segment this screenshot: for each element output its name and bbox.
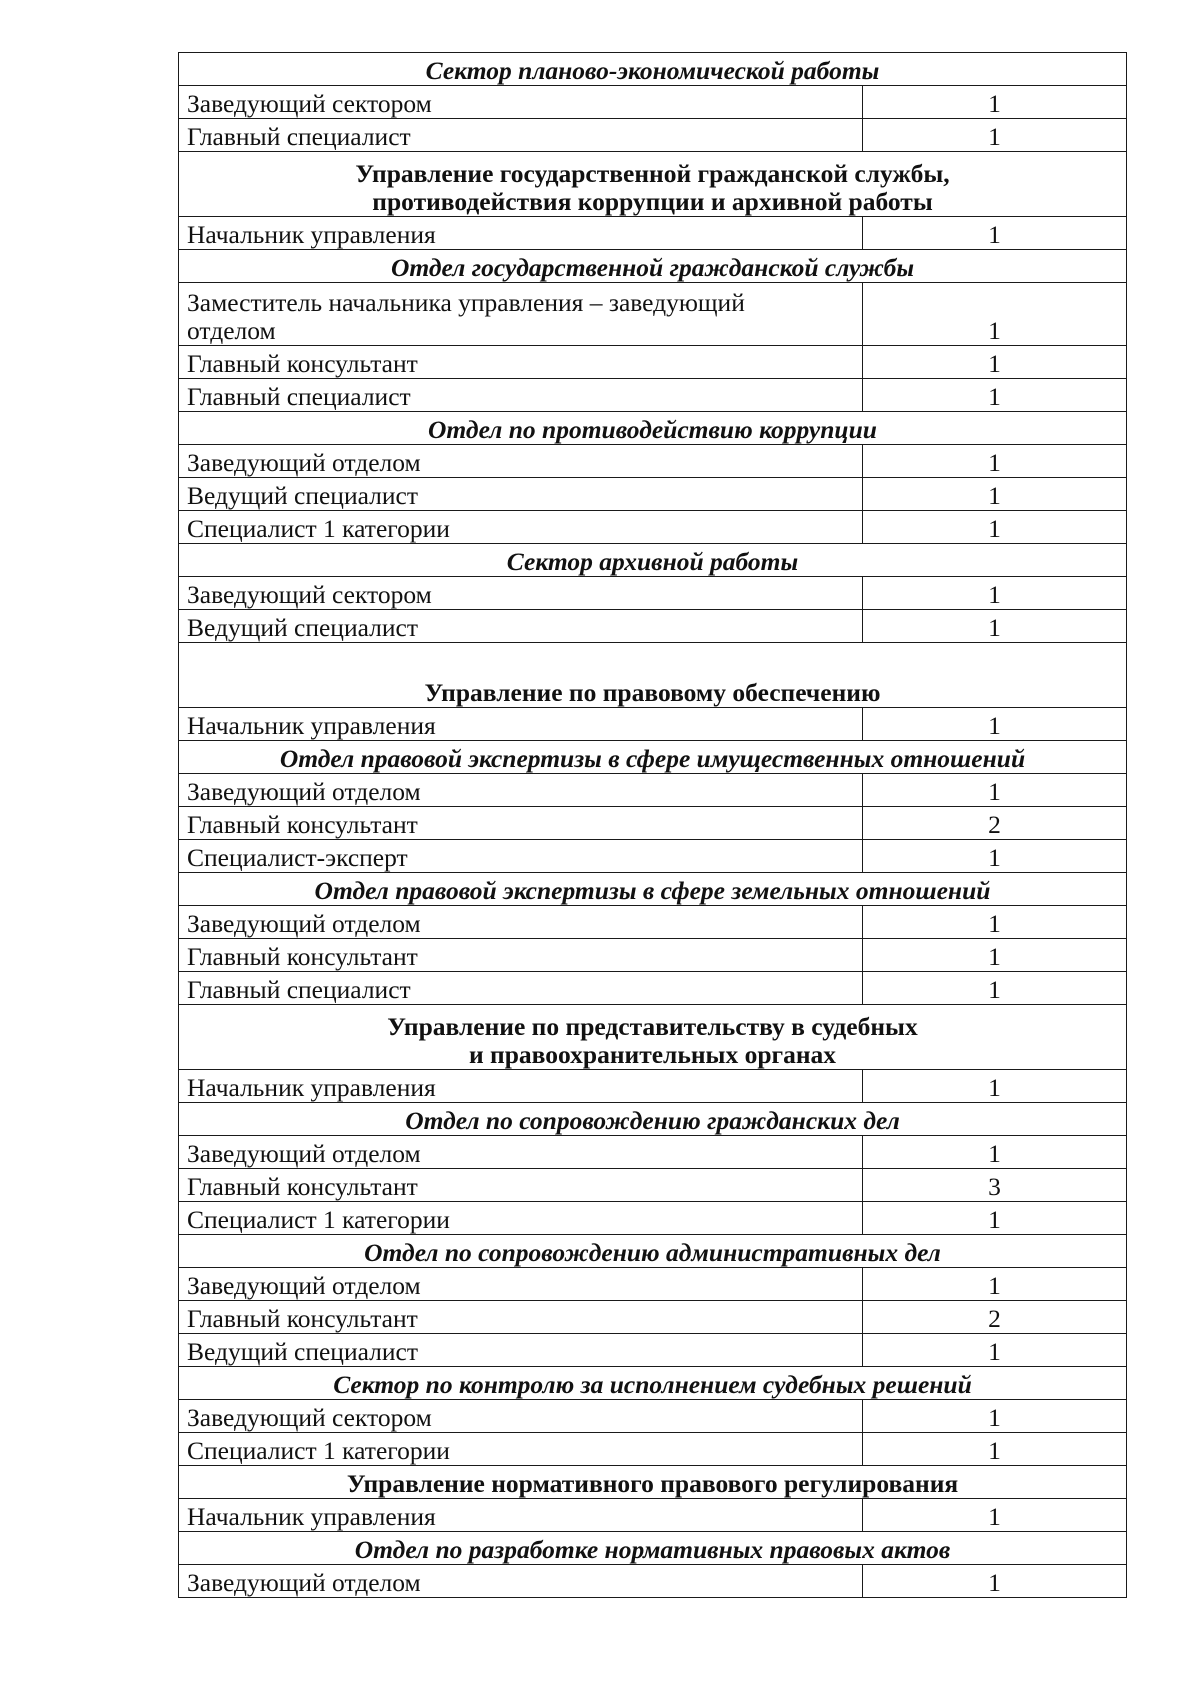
- staff-count: 1: [863, 708, 1127, 741]
- staff-count: 1: [863, 774, 1127, 807]
- staff-count: 2: [863, 1301, 1127, 1334]
- table-row: [179, 478, 1127, 511]
- position-name: Начальник управления: [179, 217, 863, 250]
- staff-count: 1: [863, 840, 1127, 873]
- position-name: [179, 283, 863, 346]
- table-row: [179, 1334, 1127, 1367]
- position-name: Заведующий отделом: [179, 445, 863, 478]
- table-row: [179, 1005, 1127, 1070]
- department-title: [179, 152, 1127, 217]
- position-name: Начальник управления: [179, 708, 863, 741]
- table-row: [179, 1136, 1127, 1169]
- table-row: [179, 1433, 1127, 1466]
- table-row: [179, 1169, 1127, 1202]
- table-row: [179, 283, 1127, 346]
- subdivision-title: Отдел правовой экспертизы в сфере земельных отношений: [179, 873, 1127, 906]
- subdivision-title: Отдел по сопровождению административных дел: [179, 1235, 1127, 1268]
- position-name: Ведущий специалист: [179, 610, 863, 643]
- table-row: [179, 1070, 1127, 1103]
- table-row: [179, 1466, 1127, 1499]
- staff-count: 1: [863, 1202, 1127, 1235]
- department-title-line: Управление государственной гражданской службы,: [355, 159, 950, 188]
- department-title: [179, 1466, 1127, 1499]
- table-row: [179, 250, 1127, 283]
- department-title: [179, 1005, 1127, 1070]
- staff-count: 1: [863, 972, 1127, 1005]
- table-row: [179, 1499, 1127, 1532]
- position-name: Главный консультант: [179, 807, 863, 840]
- position-name: Заведующий отделом: [179, 906, 863, 939]
- table-row: [179, 217, 1127, 250]
- staff-count: 1: [863, 478, 1127, 511]
- department-title-line: и правоохранительных органах: [468, 1040, 837, 1069]
- table-row: [179, 119, 1127, 152]
- position-name: Ведущий специалист: [179, 478, 863, 511]
- staff-count: 3: [863, 1169, 1127, 1202]
- position-name: Начальник управления: [179, 1070, 863, 1103]
- staff-count: 1: [863, 445, 1127, 478]
- position-name: Главный специалист: [179, 972, 863, 1005]
- staff-count: 1: [863, 86, 1127, 119]
- position-name: Главный специалист: [179, 379, 863, 412]
- table-row: [179, 708, 1127, 741]
- position-name: Главный консультант: [179, 1301, 863, 1334]
- table-row: [179, 807, 1127, 840]
- staff-count: 1: [863, 379, 1127, 412]
- department-title-line: противодействия коррупции и архивной работы: [372, 187, 933, 216]
- staff-count: 1: [863, 1334, 1127, 1367]
- staff-count: 1: [863, 610, 1127, 643]
- staff-count: 1: [863, 1499, 1127, 1532]
- staff-count: 1: [863, 1070, 1127, 1103]
- position-name: Заведующий отделом: [179, 1268, 863, 1301]
- staff-count: 1: [863, 511, 1127, 544]
- table-row: [179, 1565, 1127, 1598]
- position-name: Начальник управления: [179, 1499, 863, 1532]
- table-row: [179, 412, 1127, 445]
- subdivision-title: Сектор по контролю за исполнением судебных решений: [179, 1367, 1127, 1400]
- position-name: Главный консультант: [179, 346, 863, 379]
- table-row: [179, 774, 1127, 807]
- table-row: [179, 1103, 1127, 1136]
- staff-count: 1: [863, 1565, 1127, 1598]
- subdivision-title: Сектор планово-экономической работы: [179, 53, 1127, 86]
- table-row: [179, 346, 1127, 379]
- position-name: Ведущий специалист: [179, 1334, 863, 1367]
- subdivision-title: Отдел по разработке нормативных правовых актов: [179, 1532, 1127, 1565]
- subdivision-title: Отдел по противодействию коррупции: [179, 412, 1127, 445]
- table-row: [179, 53, 1127, 86]
- table-row: [179, 445, 1127, 478]
- table-row: [179, 1202, 1127, 1235]
- position-name: Главный консультант: [179, 1169, 863, 1202]
- subdivision-title: Отдел государственной гражданской службы: [179, 250, 1127, 283]
- department-title-line: Управление нормативного правового регулирования: [346, 1469, 959, 1498]
- position-name: Заведующий отделом: [179, 1565, 863, 1598]
- subdivision-title: Отдел по сопровождению гражданских дел: [179, 1103, 1127, 1136]
- table-row: [179, 1268, 1127, 1301]
- position-name: Заведующий сектором: [179, 577, 863, 610]
- table-row: [179, 1400, 1127, 1433]
- table-row: [179, 840, 1127, 873]
- position-name: Специалист 1 категории: [179, 1433, 863, 1466]
- table-row: [179, 1367, 1127, 1400]
- staff-count: 1: [863, 119, 1127, 152]
- department-title-line: Управление по представительству в судебных: [387, 1012, 918, 1041]
- table-row: [179, 939, 1127, 972]
- staff-count: 1: [863, 346, 1127, 379]
- table-row: [179, 152, 1127, 217]
- table-row: [179, 544, 1127, 577]
- position-name: Главный консультант: [179, 939, 863, 972]
- staff-count: 1: [863, 906, 1127, 939]
- staff-count: 1: [863, 577, 1127, 610]
- table-row: [179, 906, 1127, 939]
- staffing-table-body: [179, 53, 1127, 1598]
- position-name: Заведующий отделом: [179, 774, 863, 807]
- position-name: Заведующий сектором: [179, 86, 863, 119]
- table-row: [179, 379, 1127, 412]
- table-row: [179, 577, 1127, 610]
- position-name: Специалист 1 категории: [179, 1202, 863, 1235]
- staffing-table: [178, 52, 1127, 1598]
- department-title: [179, 643, 1127, 708]
- staff-count: 1: [863, 1136, 1127, 1169]
- department-title-line: Управление по правовому обеспечению: [424, 678, 881, 707]
- table-row: [179, 972, 1127, 1005]
- position-name: Главный специалист: [179, 119, 863, 152]
- table-row: [179, 643, 1127, 708]
- staff-count: 1: [863, 1433, 1127, 1466]
- subdivision-title: Сектор архивной работы: [179, 544, 1127, 577]
- table-row: [179, 86, 1127, 119]
- table-row: [179, 1235, 1127, 1268]
- position-name: Заведующий сектором: [179, 1400, 863, 1433]
- table-row: [179, 1532, 1127, 1565]
- position-name: Специалист-эксперт: [179, 840, 863, 873]
- subdivision-title: Отдел правовой экспертизы в сфере имущественных отношений: [179, 741, 1127, 774]
- staff-count: 2: [863, 807, 1127, 840]
- table-row: [179, 610, 1127, 643]
- position-name: Заведующий отделом: [179, 1136, 863, 1169]
- position-name-line: отделом: [187, 316, 276, 345]
- staff-count: 1: [863, 217, 1127, 250]
- staff-count: 1: [863, 1400, 1127, 1433]
- position-name-line: Заместитель начальника управления – заведующий: [187, 288, 745, 317]
- staff-count: 1: [863, 1268, 1127, 1301]
- table-row: [179, 741, 1127, 774]
- table-row: [179, 873, 1127, 906]
- table-row: [179, 1301, 1127, 1334]
- position-name: Специалист 1 категории: [179, 511, 863, 544]
- staff-count: 1: [863, 939, 1127, 972]
- staff-count: 1: [863, 283, 1127, 346]
- table-row: [179, 511, 1127, 544]
